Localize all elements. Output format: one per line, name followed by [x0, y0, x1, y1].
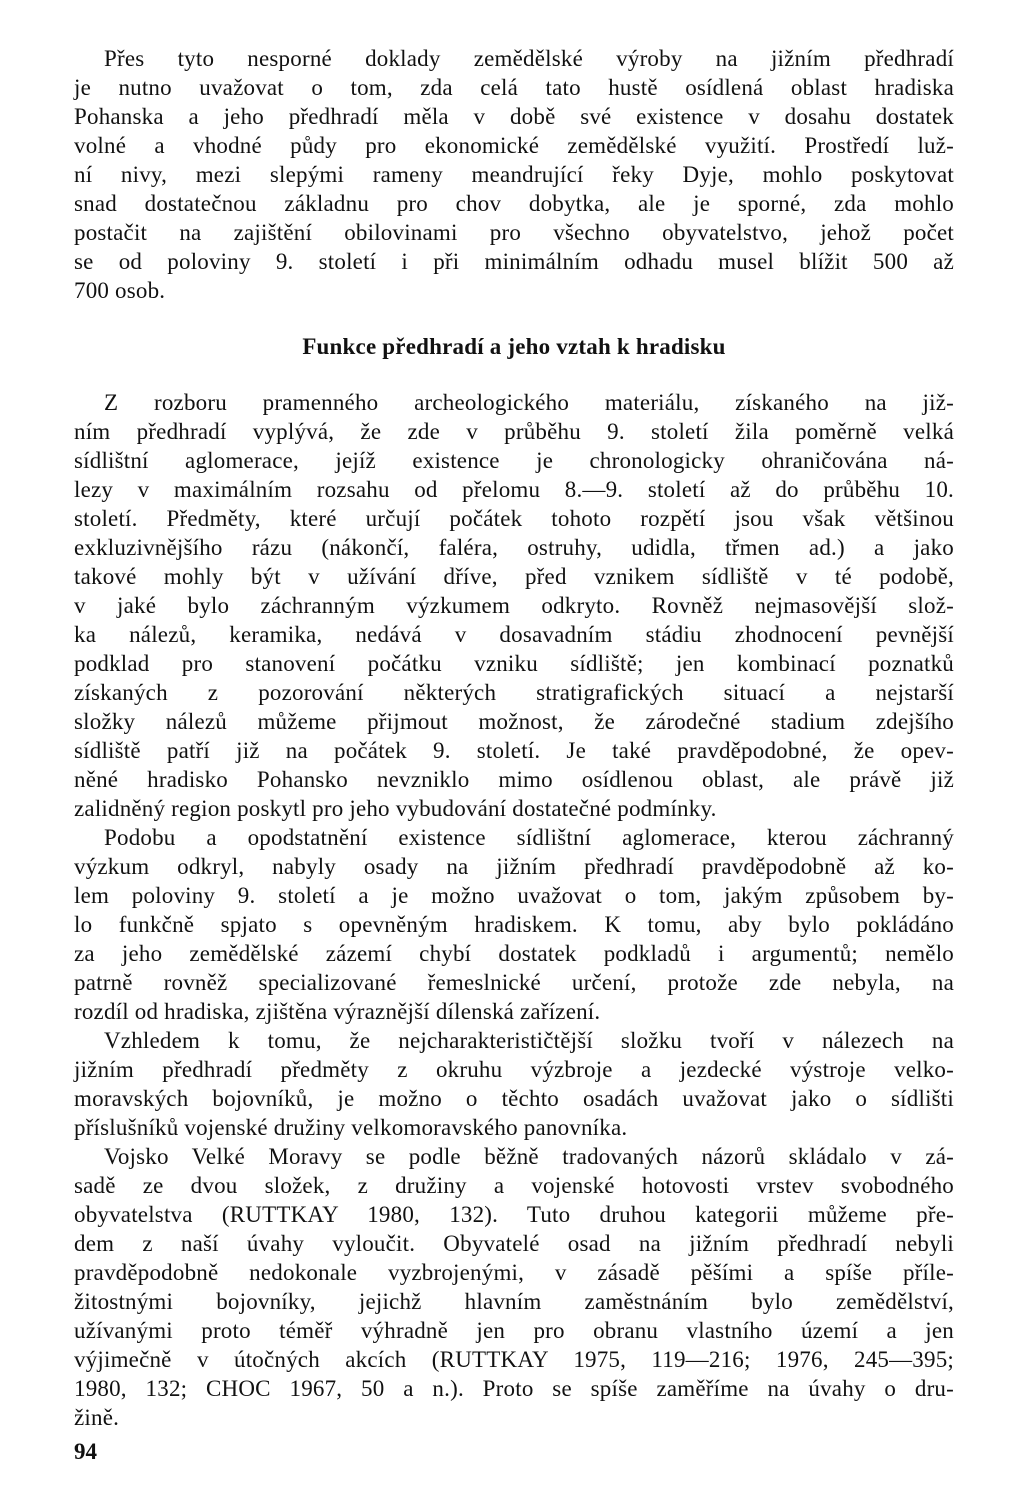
text-line: se od poloviny 9. století i při minimálním odhadu musel blížit 500 až: [74, 249, 954, 274]
paragraph-2: [74, 388, 954, 823]
text-line: v jaké bylo záchranným výzkumem odkryto. Rovněž nejmasovější slož-: [74, 593, 954, 618]
text-line: Pohanska a jeho předhradí měla v době své existence v dosahu dostatek: [74, 104, 954, 129]
text-line: získaných z pozorování některých stratigrafických situací a nejstarší: [74, 680, 954, 705]
text-line: je nutno uvažovat o tom, zda celá tato hustě osídlená oblast hradiska: [74, 75, 954, 100]
text-line: volné a vhodné půdy pro ekonomické zemědělské využití. Prostředí luž-: [74, 133, 954, 158]
text-line: takové mohly být v užívání dříve, před vznikem sídliště v té podobě,: [74, 564, 954, 589]
text-line: výjimečně v útočných akcích (RUTTKAY 1975, 119—216; 1976, 245—395;: [74, 1347, 954, 1372]
text-line: snad dostatečnou základnu pro chov dobytka, ale je sporné, zda mohlo: [74, 191, 954, 216]
text-line: Vzhledem k tomu, že nejcharakterističtější složku tvoří v nálezech na: [104, 1028, 954, 1053]
text-line: žině.: [74, 1405, 120, 1430]
text-line: lo funkčně spjato s opevněným hradiskem. K tomu, aby bylo pokládáno: [74, 912, 954, 937]
text-line: 1980, 132; CHOC 1967, 50 a n.). Proto se spíše zaměříme na úvahy o dru-: [74, 1376, 954, 1401]
text-line: ka nálezů, keramika, nedává v dosavadním stádiu zhodnocení pevnější: [74, 622, 954, 647]
paragraph-4: [74, 1026, 954, 1142]
paragraph-3: [74, 823, 954, 1026]
text-line: sídliště patří již na počátek 9. století. Je také pravděpodobné, že opev-: [74, 738, 954, 763]
text-line: Přes tyto nesporné doklady zemědělské výroby na jižním předhradí: [104, 46, 954, 71]
text-line: jižním předhradí předměty z okruhu výzbroje a jezdecké výstroje velko-: [74, 1057, 954, 1082]
text-line: výzkum odkryl, nabyly osady na jižním předhradí pravděpodobně až ko-: [74, 854, 954, 879]
text-line: něné hradisko Pohansko nevzniklo mimo osídlenou oblast, ale právě již: [74, 767, 954, 792]
text-line: exkluzivnějšího rázu (nákončí, faléra, ostruhy, udidla, třmen ad.) a jako: [74, 535, 954, 560]
text-line: obyvatelstva (RUTTKAY 1980, 132). Tuto druhou kategorii můžeme pře-: [74, 1202, 954, 1227]
text-line: ní nivy, mezi slepými rameny meandrující řeky Dyje, mohlo poskytovat: [74, 162, 954, 187]
text-line: žitostnými bojovníky, jejichž hlavním zaměstnáním bylo zemědělství,: [74, 1289, 954, 1314]
text-line: dem z naší úvahy vyloučit. Obyvatelé osad na jižním předhradí nebyli: [74, 1231, 954, 1256]
text-line: patrně rovněž specializované řemeslnické určení, protože zde nebyla, na: [74, 970, 954, 995]
text-line: moravských bojovníků, je možno o těchto osadách uvažovat jako o sídlišti: [74, 1086, 954, 1111]
page-text-block: [74, 44, 954, 1432]
text-line: ním předhradí vyplývá, že zde v průběhu 9. století žila poměrně velká: [74, 419, 954, 444]
text-line: Podobu a opodstatnění existence sídlištní aglomerace, kterou záchranný: [104, 825, 954, 850]
page-number: 94: [74, 1439, 97, 1464]
text-line: podklad pro stanovení počátku vzniku sídliště; jen kombinací poznatků: [74, 651, 954, 676]
text-line: století. Předměty, které určují počátek tohoto rozpětí jsou však většinou: [74, 506, 954, 531]
text-line: složky nálezů můžeme přijmout možnost, že zárodečné stadium zdejšího: [74, 709, 954, 734]
text-line: postačit na zajištění obilovinami pro všechno obyvatelstvo, jehož počet: [74, 220, 954, 245]
text-line: lezy v maximálním rozsahu od přelomu 8.—9. století až do průběhu 10.: [74, 477, 954, 502]
text-line: sadě ze dvou složek, z družiny a vojenské hotovosti vrstev svobodného: [74, 1173, 954, 1198]
text-line: rozdíl od hradiska, zjištěna výraznější dílenská zařízení.: [74, 999, 601, 1024]
section-heading: Funkce předhradí a jeho vztah k hradisku: [302, 334, 726, 359]
text-line: za jeho zemědělské zázemí chybí dostatek podkladů i argumentů; nemělo: [74, 941, 954, 966]
text-line: lem poloviny 9. století a je možno uvažovat o tom, jakým způsobem by-: [74, 883, 954, 908]
text-line: pravděpodobně nedokonale vyzbrojenými, v zásadě pěšími a spíše příle-: [74, 1260, 954, 1285]
paragraph-5: [74, 1142, 954, 1432]
text-line: Z rozboru pramenného archeologického materiálu, získaného na již-: [104, 390, 954, 415]
text-line: užívanými proto téměř výhradně jen pro obranu vlastního území a jen: [74, 1318, 954, 1343]
text-line: 700 osob.: [74, 278, 166, 303]
text-line: sídlištní aglomerace, jejíž existence je chronologicky ohraničována ná-: [74, 448, 954, 473]
text-line: Vojsko Velké Moravy se podle běžně tradovaných názorů skládalo v zá-: [104, 1144, 954, 1169]
text-line: příslušníků vojenské družiny velkomoravského panovníka.: [74, 1115, 628, 1140]
paragraph-1: [74, 44, 954, 305]
text-line: zalidněný region poskytl pro jeho vybudování dostatečné podmínky.: [74, 796, 717, 821]
